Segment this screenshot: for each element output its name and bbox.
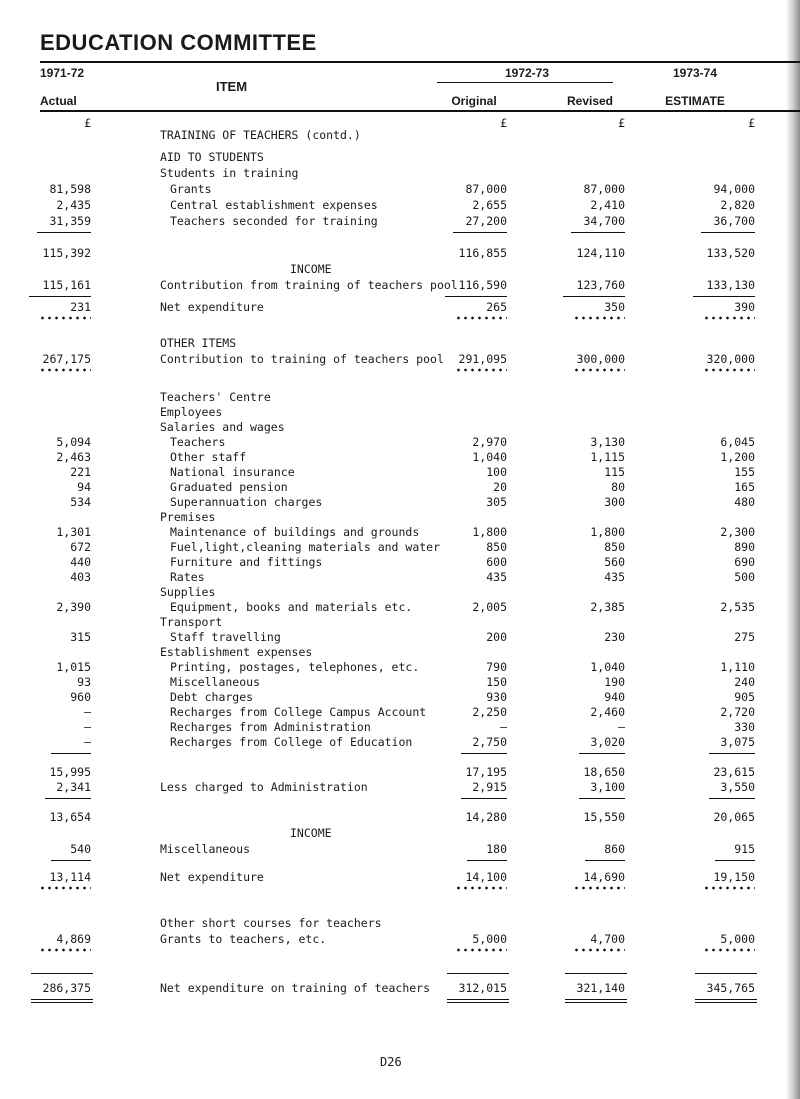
table-row	[0, 525, 800, 539]
estimate-1973-74-value: 133,130	[706, 278, 755, 292]
table-row	[0, 465, 800, 479]
original-1972-73-value: 1,040	[472, 450, 507, 464]
estimate-1973-74-value: 19,150	[713, 870, 755, 884]
estimate-1973-74-value: 905	[734, 690, 755, 704]
estimate-1973-74-value: 6,045	[720, 435, 755, 449]
item-label: Recharges from College of Education	[170, 735, 413, 749]
original-1972-73-value: £	[500, 116, 507, 130]
original-1972-73-value: 2,250	[472, 705, 507, 719]
double-underline-rule	[565, 999, 627, 1000]
original-1972-73-value: 5,000	[472, 932, 507, 946]
actual-1971-72-value: £	[84, 116, 91, 130]
item-label: Fuel,light,cleaning materials and water	[170, 540, 441, 554]
actual-1971-72-value: 540	[70, 842, 91, 856]
actual-1971-72-value: 4,869	[56, 932, 91, 946]
item-label: Maintenance of buildings and grounds	[170, 525, 420, 539]
actual-1971-72-value: 2,341	[56, 780, 91, 794]
original-1972-73-value: 850	[486, 540, 507, 554]
estimate-1973-74-value: 3,075	[720, 735, 755, 749]
table-row	[0, 690, 800, 704]
item-label: Superannuation charges	[170, 495, 323, 509]
revised-1972-73-value: 15,550	[583, 810, 625, 824]
total-top-rule	[695, 973, 757, 974]
estimate-1973-74-value: 915	[734, 842, 755, 856]
header-bottom-rule	[40, 110, 800, 112]
item-label: Other short courses for teachers	[160, 916, 382, 930]
table-row	[0, 720, 800, 734]
original-1972-73-value: 1,800	[472, 525, 507, 539]
table-row	[0, 420, 800, 434]
original-1972-73-value: 930	[486, 690, 507, 704]
table-row	[0, 480, 800, 494]
actual-1971-72-value: 2,390	[56, 600, 91, 614]
table-row	[0, 570, 800, 584]
original-1972-73-value: 2,750	[472, 735, 507, 749]
estimate-1973-74-value: 275	[734, 630, 755, 644]
original-1972-73-value: 150	[486, 675, 507, 689]
revised-1972-73-value: 850	[604, 540, 625, 554]
estimate-1973-74-value: 94,000	[713, 182, 755, 196]
item-label: Other staff	[170, 450, 247, 464]
underline-rule	[715, 860, 755, 861]
original-1972-73-value: –	[500, 720, 507, 734]
revised-1972-73-value: 2,385	[590, 600, 625, 614]
revised-1972-73-value: 4,700	[590, 932, 625, 946]
table-row	[0, 336, 800, 350]
item-label: Furniture and fittings	[170, 555, 323, 569]
revised-1972-73-value: 350	[604, 300, 625, 314]
original-1972-73-value: 100	[486, 465, 507, 479]
revised-1972-73-value: 1,115	[590, 450, 625, 464]
revised-1972-73-value: –	[618, 720, 625, 734]
total-top-rule	[447, 973, 509, 974]
table-row	[0, 166, 800, 180]
underline-rule	[585, 860, 625, 861]
actual-1971-72-value: 672	[70, 540, 91, 554]
original-1972-73-value: 790	[486, 660, 507, 674]
header-estimate: ESTIMATE	[665, 94, 725, 108]
table-row	[0, 765, 800, 779]
header-1972-73: 1972-73	[504, 66, 550, 80]
underline-rule	[709, 798, 755, 799]
revised-1972-73-value: 300,000	[576, 352, 625, 366]
item-label: Equipment, books and materials etc.	[170, 600, 413, 614]
actual-1971-72-value: –	[84, 705, 91, 719]
estimate-1973-74-value: 3,550	[720, 780, 755, 794]
header-top-rule	[40, 61, 800, 63]
item-label: Recharges from Administration	[170, 720, 371, 734]
item-label: Debt charges	[170, 690, 254, 704]
revised-1972-73-value: 560	[604, 555, 625, 569]
underline-rule	[29, 296, 91, 297]
item-label: OTHER ITEMS	[160, 336, 237, 350]
revised-1972-73-value: 190	[604, 675, 625, 689]
actual-1971-72-value: 2,435	[56, 198, 91, 212]
header-item: ITEM	[216, 79, 248, 94]
underline-rule	[467, 860, 507, 861]
actual-1971-72-value: –	[84, 735, 91, 749]
item-label: Employees	[160, 405, 223, 419]
estimate-1973-74-value: 345,765	[706, 981, 755, 995]
actual-1971-72-value: 81,598	[49, 182, 91, 196]
original-1972-73-value: 312,015	[458, 981, 507, 995]
estimate-1973-74-value: 2,720	[720, 705, 755, 719]
revised-1972-73-value: 115	[604, 465, 625, 479]
original-1972-73-value: 14,280	[465, 810, 507, 824]
underline-rule	[709, 753, 755, 754]
item-label: Rates	[170, 570, 205, 584]
page-number: D26	[380, 1055, 402, 1069]
actual-1971-72-value: 5,094	[56, 435, 91, 449]
original-1972-73-value: 2,915	[472, 780, 507, 794]
underline-rule	[693, 296, 755, 297]
underline-rule	[579, 753, 625, 754]
actual-1971-72-value: 13,114	[49, 870, 91, 884]
table-row	[0, 128, 800, 142]
actual-1971-72-value: 221	[70, 465, 91, 479]
table-row	[0, 675, 800, 689]
item-label: Grants	[170, 182, 212, 196]
revised-1972-73-value: 80	[611, 480, 625, 494]
underline-rule	[37, 232, 91, 233]
table-row	[0, 262, 800, 276]
actual-1971-72-value: 231	[70, 300, 91, 314]
actual-1971-72-value: 15,995	[49, 765, 91, 779]
table-row	[0, 600, 800, 614]
actual-1971-72-value: 94	[77, 480, 91, 494]
actual-1971-72-value: 1,301	[56, 525, 91, 539]
underline-rule	[461, 753, 507, 754]
item-label: Graduated pension	[170, 480, 288, 494]
revised-1972-73-value: 3,020	[590, 735, 625, 749]
table-row	[0, 780, 800, 794]
item-label: AID TO STUDENTS	[160, 150, 264, 164]
estimate-1973-74-value: 36,700	[713, 214, 755, 228]
table-row	[0, 555, 800, 569]
dotted-rule	[573, 368, 625, 372]
item-label: Central establishment expenses	[170, 198, 378, 212]
underline-rule	[445, 296, 507, 297]
table-row	[0, 352, 800, 366]
header-actual-year: 1971-72	[40, 66, 85, 80]
revised-1972-73-value: 321,140	[576, 981, 625, 995]
estimate-1973-74-value: 320,000	[706, 352, 755, 366]
item-label: Printing, postages, telephones, etc.	[170, 660, 420, 674]
dotted-rule	[39, 886, 91, 890]
table-row	[0, 870, 800, 884]
table-row	[0, 630, 800, 644]
revised-1972-73-value: 123,760	[576, 278, 625, 292]
original-1972-73-value: 305	[486, 495, 507, 509]
table-row	[0, 246, 800, 260]
original-1972-73-value: 14,100	[465, 870, 507, 884]
actual-1971-72-value: 315	[70, 630, 91, 644]
estimate-1973-74-value: 890	[734, 540, 755, 554]
table-row	[0, 540, 800, 554]
double-underline-rule	[31, 999, 93, 1000]
estimate-1973-74-value: 2,300	[720, 525, 755, 539]
item-label: Net expenditure on training of teachers	[160, 981, 431, 995]
item-label: Establishment expenses	[160, 645, 313, 659]
revised-1972-73-value: 87,000	[583, 182, 625, 196]
table-row	[0, 842, 800, 856]
item-label: Staff travelling	[170, 630, 281, 644]
item-label: Net expenditure	[160, 870, 264, 884]
item-label: Net expenditure	[160, 300, 264, 314]
revised-1972-73-value: 14,690	[583, 870, 625, 884]
table-row	[0, 916, 800, 930]
header-original: Original	[451, 94, 497, 108]
item-label: Supplies	[160, 585, 216, 599]
original-1972-73-value: 2,005	[472, 600, 507, 614]
actual-1971-72-value: 2,463	[56, 450, 91, 464]
actual-1971-72-value: 286,375	[42, 981, 91, 995]
table-row	[0, 705, 800, 719]
item-label: Contribution to training of teachers pool	[160, 352, 444, 366]
underline-rule	[45, 798, 91, 799]
original-1972-73-value: 200	[486, 630, 507, 644]
table-row	[0, 826, 800, 840]
total-top-rule	[565, 973, 627, 974]
estimate-1973-74-value: 1,200	[720, 450, 755, 464]
actual-1971-72-value: 534	[70, 495, 91, 509]
revised-1972-73-value: 18,650	[583, 765, 625, 779]
table-row	[0, 300, 800, 314]
table-row	[0, 660, 800, 674]
original-1972-73-value: 291,095	[458, 352, 507, 366]
actual-1971-72-value: 115,392	[42, 246, 91, 260]
estimate-1973-74-value: 5,000	[720, 932, 755, 946]
dotted-rule	[39, 948, 91, 952]
estimate-1973-74-value: 155	[734, 465, 755, 479]
item-label: INCOME	[290, 826, 332, 840]
underline-rule	[701, 232, 755, 233]
item-label: Salaries and wages	[160, 420, 285, 434]
dotted-rule	[573, 948, 625, 952]
underline-rule	[51, 753, 91, 754]
table-row	[0, 435, 800, 449]
revised-1972-73-value: 3,130	[590, 435, 625, 449]
item-label: Teachers' Centre	[160, 390, 271, 404]
original-1972-73-value: 180	[486, 842, 507, 856]
double-underline-rule	[447, 999, 509, 1000]
item-label: Less charged to Administration	[160, 780, 368, 794]
revised-1972-73-value: 1,800	[590, 525, 625, 539]
underline-rule	[563, 296, 625, 297]
revised-1972-73-value: 230	[604, 630, 625, 644]
item-label: Miscellaneous	[160, 842, 251, 856]
page-title: EDUCATION COMMITTEE	[40, 30, 317, 55]
double-underline-rule	[447, 1002, 509, 1003]
original-1972-73-value: 600	[486, 555, 507, 569]
dotted-rule	[39, 316, 91, 320]
estimate-1973-74-value: 330	[734, 720, 755, 734]
item-label: Students in training	[160, 166, 299, 180]
original-1972-73-value: 265	[486, 300, 507, 314]
estimate-1973-74-value: 480	[734, 495, 755, 509]
revised-1972-73-value: 34,700	[583, 214, 625, 228]
dotted-rule	[39, 368, 91, 372]
estimate-1973-74-value: £	[748, 116, 755, 130]
item-label: Premises	[160, 510, 216, 524]
header-revised: Revised	[566, 94, 614, 108]
original-1972-73-value: 17,195	[465, 765, 507, 779]
actual-1971-72-value: 93	[77, 675, 91, 689]
item-label: Contribution from training of teachers pool	[160, 278, 458, 292]
original-1972-73-value: 435	[486, 570, 507, 584]
table-row	[0, 198, 800, 212]
revised-1972-73-value: 940	[604, 690, 625, 704]
dotted-rule	[703, 316, 755, 320]
item-label: Teachers	[170, 435, 226, 449]
revised-1972-73-value: £	[618, 116, 625, 130]
table-row	[0, 214, 800, 228]
actual-1971-72-value: 1,015	[56, 660, 91, 674]
original-1972-73-value: 2,655	[472, 198, 507, 212]
original-1972-73-value: 87,000	[465, 182, 507, 196]
table-row	[0, 278, 800, 292]
item-label: Grants to teachers, etc.	[160, 932, 327, 946]
table-row	[0, 932, 800, 946]
item-label: Transport	[160, 615, 223, 629]
table-row	[0, 615, 800, 629]
underline-rule	[453, 232, 507, 233]
revised-1972-73-value: 3,100	[590, 780, 625, 794]
dotted-rule	[455, 948, 507, 952]
table-row	[0, 495, 800, 509]
underline-rule	[579, 798, 625, 799]
actual-1971-72-value: 267,175	[42, 352, 91, 366]
original-1972-73-value: 116,590	[458, 278, 507, 292]
header-year-rule	[437, 82, 613, 83]
double-underline-rule	[565, 1002, 627, 1003]
table-row	[0, 810, 800, 824]
item-label: Miscellaneous	[170, 675, 261, 689]
table-row	[0, 585, 800, 599]
double-underline-rule	[31, 1002, 93, 1003]
table-row	[0, 645, 800, 659]
actual-1971-72-value: 115,161	[42, 278, 91, 292]
actual-1971-72-value: 440	[70, 555, 91, 569]
dotted-rule	[573, 886, 625, 890]
actual-1971-72-value: 960	[70, 690, 91, 704]
revised-1972-73-value: 860	[604, 842, 625, 856]
original-1972-73-value: 20	[493, 480, 507, 494]
underline-rule	[571, 232, 625, 233]
table-row	[0, 390, 800, 404]
revised-1972-73-value: 1,040	[590, 660, 625, 674]
actual-1971-72-value: –	[84, 720, 91, 734]
original-1972-73-value: 27,200	[465, 214, 507, 228]
dotted-rule	[455, 368, 507, 372]
item-label: National insurance	[170, 465, 295, 479]
estimate-1973-74-value: 390	[734, 300, 755, 314]
table-row	[0, 150, 800, 164]
dotted-rule	[703, 368, 755, 372]
estimate-1973-74-value: 133,520	[706, 246, 755, 260]
dotted-rule	[703, 948, 755, 952]
dotted-rule	[703, 886, 755, 890]
underline-rule	[51, 860, 91, 861]
original-1972-73-value: 116,855	[458, 246, 507, 260]
actual-1971-72-value: 31,359	[49, 214, 91, 228]
estimate-1973-74-value: 20,065	[713, 810, 755, 824]
revised-1972-73-value: 435	[604, 570, 625, 584]
estimate-1973-74-value: 240	[734, 675, 755, 689]
dotted-rule	[573, 316, 625, 320]
estimate-1973-74-value: 2,820	[720, 198, 755, 212]
underline-rule	[461, 798, 507, 799]
estimate-1973-74-value: 500	[734, 570, 755, 584]
dotted-rule	[455, 316, 507, 320]
double-underline-rule	[695, 1002, 757, 1003]
table-row	[0, 981, 800, 995]
actual-1971-72-value: 13,654	[49, 810, 91, 824]
table-row	[0, 405, 800, 419]
revised-1972-73-value: 2,460	[590, 705, 625, 719]
item-label: TRAINING OF TEACHERS (contd.)	[160, 128, 361, 142]
revised-1972-73-value: 124,110	[576, 246, 625, 260]
item-label: Recharges from College Campus Account	[170, 705, 427, 719]
estimate-1973-74-value: 23,615	[713, 765, 755, 779]
actual-1971-72-value: 403	[70, 570, 91, 584]
table-row	[0, 450, 800, 464]
item-label: Teachers seconded for training	[170, 214, 378, 228]
estimate-1973-74-value: 2,535	[720, 600, 755, 614]
header-actual: Actual	[40, 94, 77, 108]
estimate-1973-74-value: 1,110	[720, 660, 755, 674]
estimate-1973-74-value: 165	[734, 480, 755, 494]
double-underline-rule	[695, 999, 757, 1000]
table-row	[0, 182, 800, 196]
total-top-rule	[31, 973, 93, 974]
estimate-1973-74-value: 690	[734, 555, 755, 569]
item-label: INCOME	[290, 262, 332, 276]
revised-1972-73-value: 2,410	[590, 198, 625, 212]
table-row	[0, 510, 800, 524]
header-1973-74: 1973-74	[672, 66, 718, 80]
table-row	[0, 735, 800, 749]
dotted-rule	[455, 886, 507, 890]
revised-1972-73-value: 300	[604, 495, 625, 509]
original-1972-73-value: 2,970	[472, 435, 507, 449]
